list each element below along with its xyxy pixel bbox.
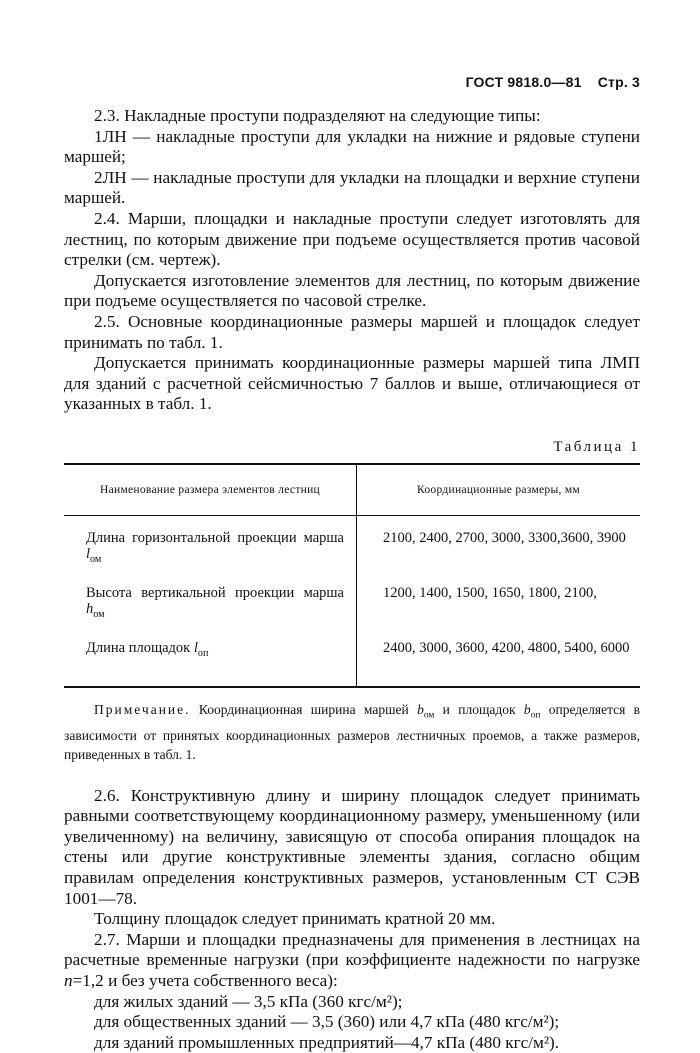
- paragraph-2-7: [64, 930, 640, 992]
- row-symbol-subscript: ом: [90, 553, 102, 565]
- row-symbol: l: [86, 545, 91, 562]
- reliability-coefficient-symbol: n: [64, 970, 73, 990]
- note-text-1: Координационная ширина маршей: [198, 701, 409, 717]
- table-row: [64, 626, 640, 687]
- table-note: [64, 700, 640, 764]
- paragraph-type-2ln: 2ЛН — накладные проступи для укладки на площадки и верхние ступени маршей.: [64, 167, 640, 208]
- table-caption: Таблица 1: [553, 438, 640, 455]
- paragraph-type-1ln: 1ЛН — накладные проступи для укладки на нижние и рядовые ступени маршей;: [64, 126, 640, 167]
- paragraph-2-7-text-b: =1,2 и без учета собственного веса):: [72, 970, 338, 990]
- paragraph-2-6: 2.6. Конструктивную длину и ширину площадок следует принимать равными соответствующему координационному размеру, уменьшенному (или увеличенному) на величину, зависящую от способа опирания площадок на стены или другие конструктивные элементы здания, согласно общим правилам определения конструктивных размеров, установленным СТ СЭВ 1001—78.: [64, 785, 640, 908]
- load-public: для общественных зданий — 3,5 (360) или 4,7 кПа (480 кгс/м²);: [94, 1012, 560, 1032]
- table-cell-name: [64, 626, 357, 687]
- note-symbol-1: b: [417, 701, 424, 717]
- table-cell-name: [64, 515, 357, 571]
- row-label: Длина площадок: [86, 639, 191, 656]
- paragraph-2-3: 2.3. Накладные проступи подразделяют на следующие типы:: [94, 106, 541, 125]
- table-cell-values: 2400, 3000, 3600, 4200, 4800, 5400, 6000: [383, 639, 630, 656]
- paragraph-2-5-allowance: Допускается принимать координационные размеры маршей типа ЛМП для зданий с расчетной сейсмичностью 7 баллов и выше, отличающиеся от указанных в табл. 1.: [64, 353, 640, 414]
- note-label: Примечание.: [94, 701, 191, 717]
- paragraph-2-5: 2.5. Основные координационные размеры маршей и площадок следует принимать по табл. 1.: [64, 311, 640, 352]
- table-row: [64, 515, 640, 571]
- load-industrial: для зданий промышленных предприятий—4,7 кПа (480 кгс/м²).: [94, 1032, 560, 1052]
- row-symbol-subscript: оп: [197, 647, 209, 659]
- row-symbol: l: [193, 639, 198, 656]
- note-symbol-1-subscript: ом: [423, 710, 435, 721]
- column-header-sizes: Координационные размеры, мм: [357, 464, 641, 516]
- paragraph-2-6-thickness: Толщину площадок следует принимать кратной 20 мм.: [94, 909, 496, 929]
- page-header: [466, 74, 640, 90]
- row-symbol: h: [86, 600, 94, 617]
- standard-number: ГОСТ 9818.0—81: [465, 74, 582, 90]
- coordination-sizes-table: [64, 463, 640, 688]
- row-symbol-subscript: ом: [93, 608, 105, 620]
- note-text-3: определяется в зависимости от принятых координационных размеров лестничных проемов, а также размеров, приведенных в табл. 1.: [64, 701, 641, 762]
- row-label: Длина горизонтальной проекции марша: [86, 529, 344, 546]
- row-label: Высота вертикальной проекции марша: [86, 584, 344, 601]
- paragraph-2-7-text-a: 2.7. Марши и площадки предназначены для применения в лестницах на расчетные временные нагрузки (при коэффициенте надежности по нагрузке: [64, 929, 640, 970]
- load-residential: для жилых зданий — 3,5 кПа (360 кгс/м²);: [94, 991, 403, 1011]
- paragraph-2-4: 2.4. Марши, площадки и накладные проступи следует изготовлять для лестниц, по которым движение при подъеме осуществляется против часовой стрелки (см. чертеж).: [64, 208, 640, 270]
- table-cell-values: 2100, 2400, 2700, 3000, 3300,3600, 3900: [383, 529, 626, 546]
- table-row: [64, 571, 640, 626]
- table-header-row: [64, 464, 640, 516]
- page-number: Стр. 3: [597, 74, 640, 90]
- document-body: [64, 106, 640, 1053]
- note-symbol-2-subscript: оп: [530, 710, 541, 721]
- table-cell-name: [64, 571, 357, 626]
- paragraph-2-4-allowance: Допускается изготовление элементов для лестниц, по которым движение при подъеме осуществляется по часовой стрелке.: [64, 270, 640, 311]
- note-symbol-2: b: [523, 701, 531, 717]
- column-header-name: Наименование размера элементов лестниц: [64, 464, 357, 516]
- note-text-2: и площадок: [442, 701, 516, 717]
- table-cell-values: 1200, 1400, 1500, 1650, 1800, 2100,: [383, 584, 597, 601]
